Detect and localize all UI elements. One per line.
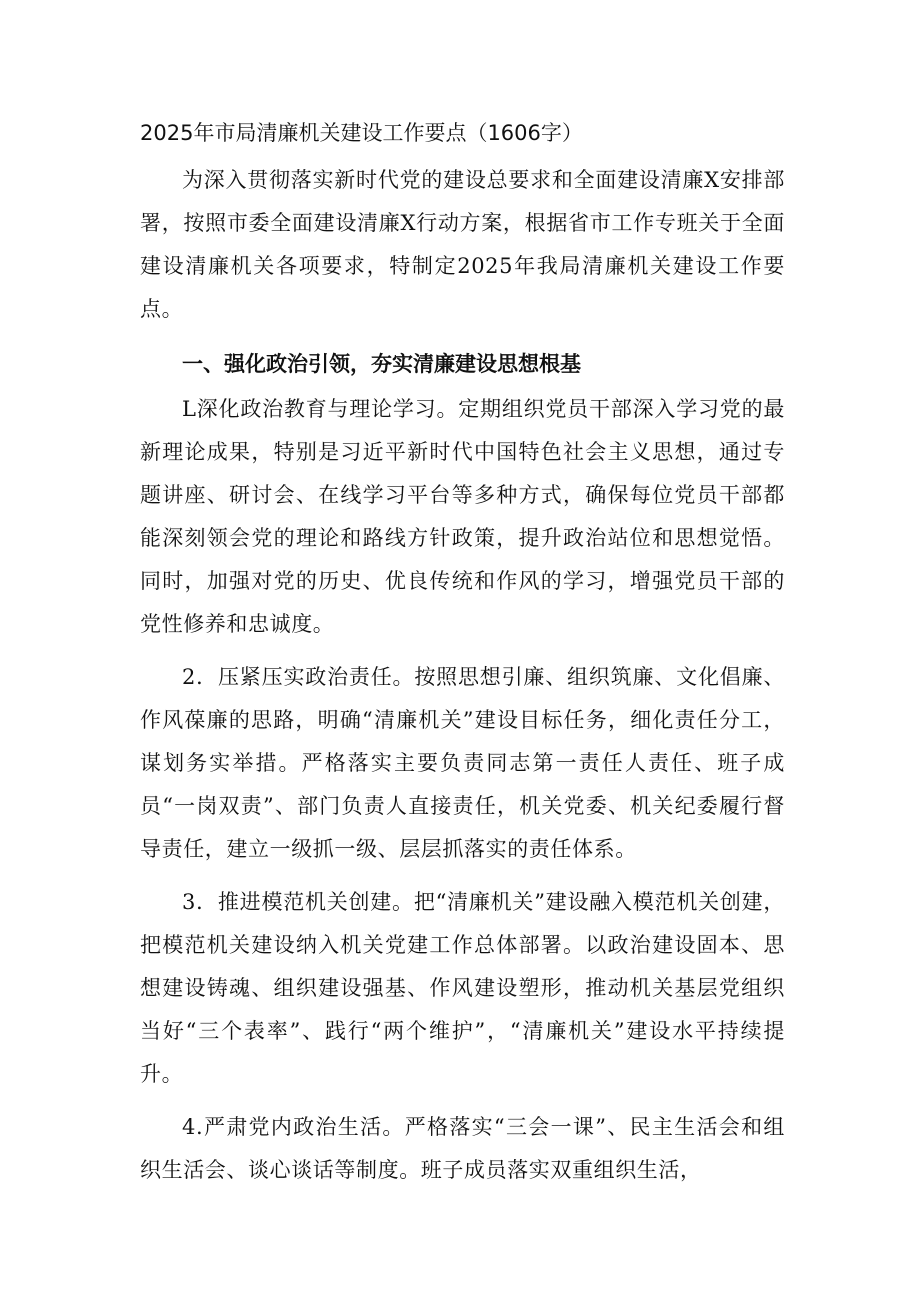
item-paragraph-1: L深化政治教育与理论学习。定期组织党员干部深入学习党的最新理论成果，特别是习近平新时代中国特色社会主义思想，通过专题讲座、研讨会、在线学习平台等多种方式，确保每位党员干部都能深刻领会党的理论和路线方针政策，提升政治站位和思想觉悟。同时，加强对党的历史、优良传统和作风的学习，增强党员干部的党性修养和忠诚度。 [140,397,785,636]
intro-paragraph: 为深入贯彻落实新时代党的建设总要求和全面建设清廉X安排部署，按照市委全面建设清廉X行动方案，根据省市工作专班关于全面建设清廉机关各项要求，特制定2025年我局清廉机关建设工作要点。 [140,168,785,321]
paragraph-spacer [140,646,785,656]
document-body [140,115,785,1192]
item-paragraph-3: 3．推进模范机关创建。把“清廉机关”建设融入模范机关创建，把模范机关建设纳入机关党建工作总体部署。以政治建设固本、思想建设铸魂、组织建设强基、作风建设塑形，推动机关基层党组织当好“三个表率”、践行“两个维护”，“清廉机关”建设水平持续提升。 [140,890,785,1086]
document-title: 2025年市局清廉机关建设工作要点（1606字） [140,121,583,145]
item-paragraph-2: 2．压紧压实政治责任。按照思想引廉、组织筑廉、文化倡廉、作风葆廉的思路，明确“清廉机关”建设目标任务，细化责任分工，谋划务实举措。严格落实主要负责同志第一责任人责任、班子成员“一岗双责”、部门负责人直接责任，机关党委、机关纪委履行督导责任，建立一级抓一级、层层抓落实的责任体系。 [140,665,785,861]
paragraph-spacer [140,871,785,881]
section-heading-1: 一、强化政治引领，夯实清廉建设思想根基 [182,352,581,376]
item-paragraph-4: 4.严肃党内政治生活。严格落实“三会一课”、民主生活会和组织生活会、谈心谈话等制度。班子成员落实双重组织生活， [140,1115,785,1182]
paragraph-spacer [140,1096,785,1106]
